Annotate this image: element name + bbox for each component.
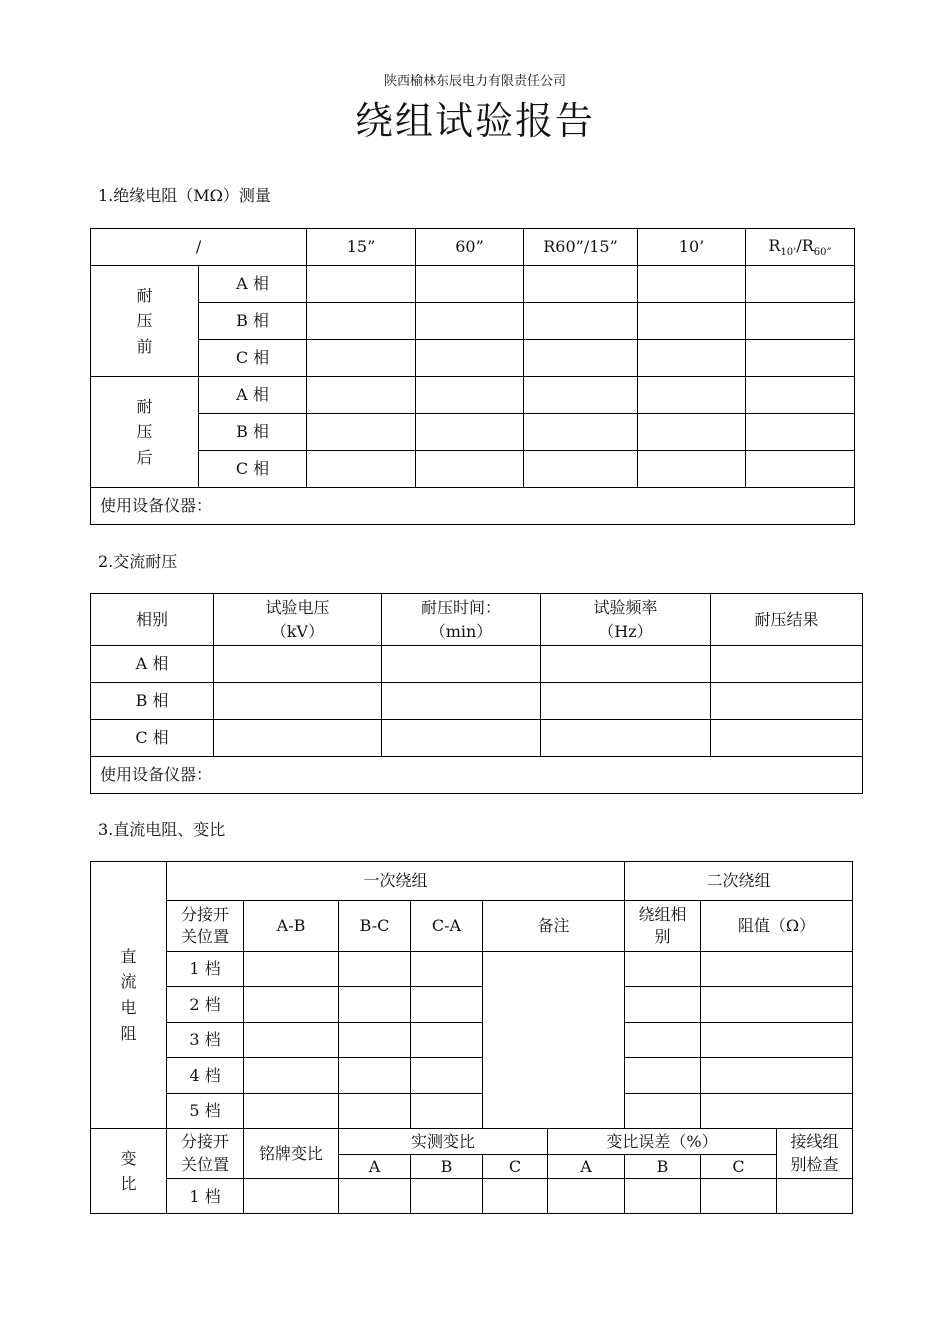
tap-position-header: 分接开 关位置 bbox=[167, 901, 244, 952]
phase-label: A 相 bbox=[199, 377, 307, 414]
tap-label: 4 档 bbox=[167, 1058, 244, 1094]
col-ca: C-A bbox=[411, 901, 483, 952]
header-test-frequency: 试验频率 （Hz） bbox=[541, 594, 711, 646]
nameplate-ratio-header: 铭牌变比 bbox=[244, 1129, 339, 1179]
phase-label: B 相 bbox=[91, 683, 214, 720]
secondary-winding-header: 二次绕组 bbox=[625, 862, 853, 901]
ratio-error-header: 变比误差（%） bbox=[548, 1129, 777, 1155]
company-name: 陕西榆林东辰电力有限责任公司 bbox=[383, 74, 566, 89]
report-title: 绕组试验报告 bbox=[354, 99, 595, 143]
note-cell bbox=[483, 952, 625, 1129]
section2-title: 2.交流耐压 bbox=[98, 552, 178, 571]
group-before-withstand: 耐 压 前 bbox=[91, 266, 199, 377]
tap-label: 1 档 bbox=[167, 952, 244, 987]
instruments-label: 使用设备仪器： bbox=[91, 488, 855, 525]
measured-c: C bbox=[483, 1155, 548, 1179]
primary-winding-header: 一次绕组 bbox=[167, 862, 625, 901]
header-withstand-time: 耐压时间： （min） bbox=[382, 594, 541, 646]
note-header: 备注 bbox=[483, 901, 625, 952]
tap-position-header: 分接开 关位置 bbox=[167, 1129, 244, 1179]
col-header-pi: $R_{10’}/R_{60”}$ bbox=[746, 229, 855, 266]
winding-phase-header: 绕组相 别 bbox=[625, 901, 701, 952]
phase-label: A 相 bbox=[91, 646, 214, 683]
header-test-voltage: 试验电压 （kV） bbox=[214, 594, 382, 646]
header-phase: 相别 bbox=[91, 594, 214, 646]
phase-label: C 相 bbox=[199, 451, 307, 488]
dc-resistance-ratio-table bbox=[90, 861, 853, 1214]
phase-label: C 相 bbox=[199, 340, 307, 377]
phase-label: B 相 bbox=[199, 414, 307, 451]
error-b: B bbox=[625, 1155, 701, 1179]
measured-b: B bbox=[411, 1155, 483, 1179]
col-header-15s: 15” bbox=[307, 229, 416, 266]
corner-header: / bbox=[91, 229, 307, 266]
col-header-60s: 60” bbox=[416, 229, 524, 266]
tap-label: 5 档 bbox=[167, 1094, 244, 1129]
tap-label: 2 档 bbox=[167, 987, 244, 1023]
insulation-resistance-table bbox=[90, 228, 855, 525]
section3-title: 3.直流电阻、变比 bbox=[98, 820, 226, 839]
ac-withstand-table bbox=[90, 593, 863, 794]
resistance-header: 阻值（Ω） bbox=[701, 901, 853, 952]
tap-label: 3 档 bbox=[167, 1023, 244, 1058]
error-a: A bbox=[548, 1155, 625, 1179]
phase-label: A 相 bbox=[199, 266, 307, 303]
tap-label: 1 档 bbox=[167, 1179, 244, 1214]
col-ab: A-B bbox=[244, 901, 339, 952]
measured-ratio-header: 实测变比 bbox=[339, 1129, 548, 1155]
col-bc: B-C bbox=[339, 901, 411, 952]
phase-label: C 相 bbox=[91, 720, 214, 757]
phase-label: B 相 bbox=[199, 303, 307, 340]
ratio-label: 变 比 bbox=[91, 1129, 167, 1214]
col-header-ratio: R60”/15” bbox=[524, 229, 638, 266]
connection-check-header: 接线组 别检查 bbox=[777, 1129, 853, 1179]
section1-title: 1.绝缘电阻（MΩ）测量 bbox=[98, 186, 271, 205]
measured-a: A bbox=[339, 1155, 411, 1179]
header-withstand-result: 耐压结果 bbox=[711, 594, 863, 646]
error-c: C bbox=[701, 1155, 777, 1179]
col-header-10min: 10’ bbox=[638, 229, 746, 266]
group-after-withstand: 耐 压 后 bbox=[91, 377, 199, 488]
instruments-label: 使用设备仪器： bbox=[91, 757, 863, 794]
dc-resistance-label: 直 流 电 阻 bbox=[91, 862, 167, 1129]
